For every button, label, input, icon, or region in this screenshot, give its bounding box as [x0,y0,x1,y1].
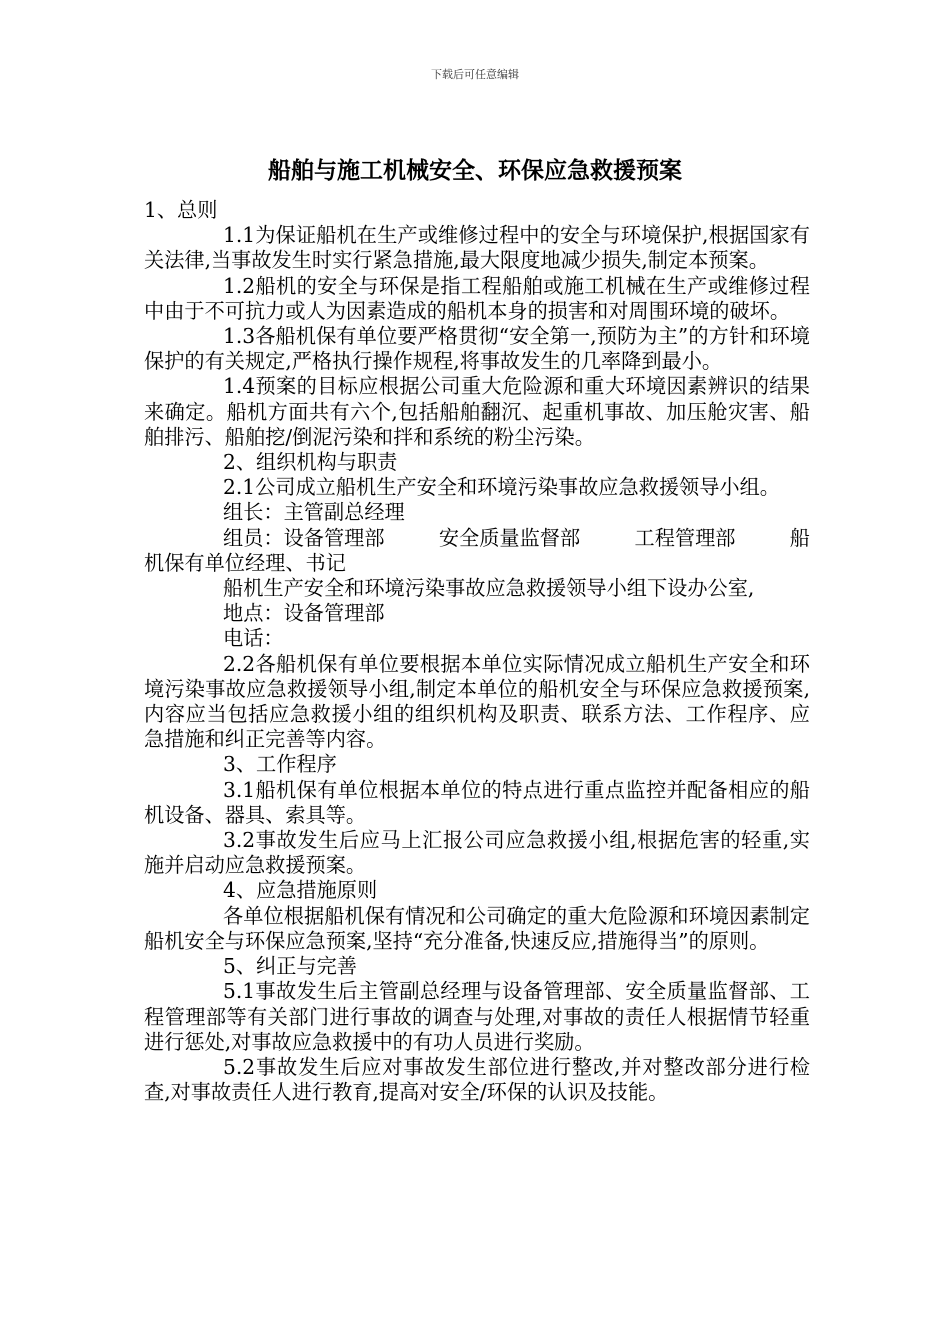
member-dept-start: 船 [789,525,810,550]
member-dept: 工程管理部 [634,525,736,550]
paragraph: 1.1为保证船机在生产或维修过程中的安全与环境保护,根据国家有关法律,当事故发生时实行紧急措施,最大限度地减少损失,制定本预案。 [144,223,810,273]
paragraph: 2.2各船机保有单位要根据本单位实际情况成立船机生产安全和环境污染事故应急救援领导小组,制定本单位的船机安全与环保应急救援预案,内容应当包括应急救援小组的组织机构及职责、联系方法、工作程序、应急措施和纠正完善等内容。 [144,651,810,752]
paragraph: 5.1事故发生后主管副总经理与设备管理部、安全质量监督部、工程管理部等有关部门进行事故的调查与处理,对事故的责任人根据情节轻重进行惩处,对事故应急救援中的有功人员进行奖励。 [144,979,810,1054]
paragraph: 1.2船机的安全与环保是指工程船舶或施工机械在生产或维修过程中由于不可抗力或人为因素造成的船机本身的损害和对周围环境的破坏。 [144,273,810,323]
paragraph: 1.4预案的目标应根据公司重大危险源和重大环境因素辨识的结果来确定。船机方面共有六个,包括船舶翻沉、起重机事故、加压舱灾害、船舶排污、船舶挖/倒泥污染和拌和系统的粉尘污染。 [144,374,810,449]
section-heading: 3、工作程序 [223,752,337,777]
section-heading: 4、应急措施原则 [223,878,378,903]
paragraph: 3.2事故发生后应马上汇报公司应急救援小组,根据危害的轻重,实施并启动应急救援预案。 [144,828,810,878]
member-dept: 安全质量监督部 [438,525,581,550]
location-line: 地点：设备管理部 [223,601,385,626]
members-block [144,526,810,551]
paragraph: 3.1船机保有单位根据本单位的特点进行重点监控并配备相应的船机设备、器具、索具等。 [144,777,810,827]
paragraph: 1.3各船机保有单位要严格贯彻“安全第一,预防为主”的方针和环境保护的有关规定,严格执行操作规程,将事故发生的几率降到最小。 [144,324,810,374]
section-heading: 5、纠正与完善 [223,954,357,979]
paragraph: 5.2事故发生后应对事故发生部位进行整改,并对整改部分进行检查,对事故责任人进行教育,提高对安全/环保的认识及技能。 [144,1054,810,1105]
document-body [144,198,810,1105]
section-heading: 1、总则 [144,198,218,222]
leader-line: 组长：主管副总经理 [223,500,405,525]
members-continuation: 机保有单位经理、书记 [144,550,346,575]
header-note: 下载后可任意编辑 [431,68,519,81]
phone-line: 电话： [223,626,284,651]
section-heading: 2、组织机构与职责 [223,450,398,475]
paragraph: 各单位根据船机保有情况和公司确定的重大危险源和环境因素制定船机安全与环保应急预案,坚持“充分准备,快速反应,措施得当”的原则。 [144,903,810,953]
members-row [223,526,810,551]
paragraph: 船机生产安全和环境污染事故应急救援领导小组下设办公室, [223,576,755,601]
members-label: 组员：设备管理部 [223,525,385,550]
paragraph: 2.1公司成立船机生产安全和环境污染事故应急救援领导小组。 [223,475,780,500]
document-title: 船舶与施工机械安全、环保应急救援预案 [268,157,682,184]
